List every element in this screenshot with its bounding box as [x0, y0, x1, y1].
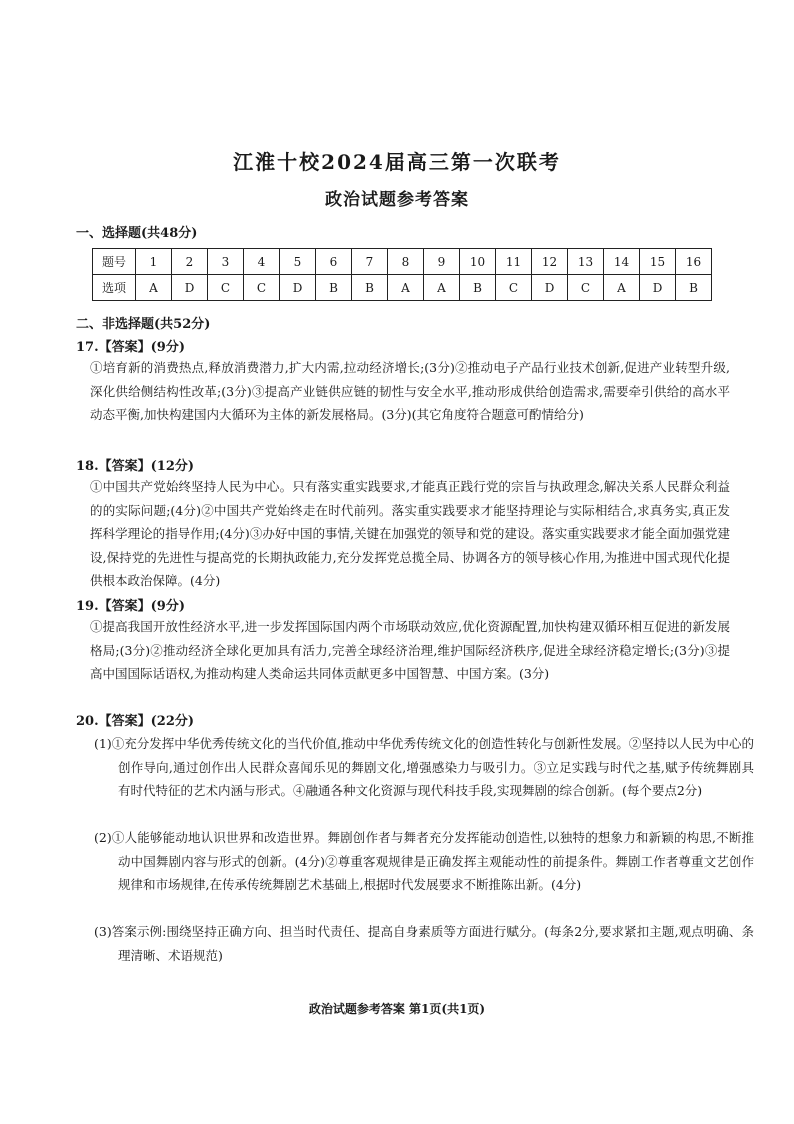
answer-choice: D [280, 275, 316, 301]
question-number: 8 [388, 249, 424, 275]
question-number: 13 [568, 249, 604, 275]
q17-label: 17.【答案】(9分) [76, 340, 185, 355]
question-number: 16 [676, 249, 712, 275]
question-number: 12 [532, 249, 568, 275]
answer-choice: D [172, 275, 208, 301]
answer-choice: C [208, 275, 244, 301]
answer-choice: A [136, 275, 172, 301]
page-footer: 政治试题参考答案 第1页(共1页) [308, 1002, 486, 1016]
row-label-choice: 选项 [93, 275, 136, 301]
answer-choice: B [676, 275, 712, 301]
answer-choice: D [640, 275, 676, 301]
answer-table [92, 248, 712, 301]
question-number: 1 [136, 249, 172, 275]
q18-answer: ①中国共产党始终坚持人民为中心。只有落实重实践要求,才能真正践行党的宗旨与执政理念,解决关系人民群众利益的的实际问题;(4分)②中国共产党始终走在时代前列。落实重实践要求才能坚持理论与实际相结合,求真务实,真正发挥科学理论的指导作用;(4分)③办好中国的事情,关键在加强党的领导和党的建设。落实重实践要求才能全面加强党建设,保持党的先进性与提高党的长期执政能力,充分发挥党总揽全局、协调各方的领导核心作用,为推进中国式现代化提供根本政治保障。(4分) [90, 479, 730, 588]
question-number: 15 [640, 249, 676, 275]
section-heading-nonchoice: 二、非选择题(共52分) [76, 317, 211, 332]
answer-choice: B [352, 275, 388, 301]
q20-part2: (2)①人能够能动地认识世界和改造世界。舞剧创作者与舞者充分发挥能动创造性,以独特的想象力和新颖的构思,不断推动中国舞剧内容与形式的创新。(4分)②尊重客观规律是正确发挥主观能动性的前提条件。舞剧工作者尊重文艺创作规律和市场规律,在传承传统舞剧艺术基础上,根据时代发展要求不断推陈出新。(4分) [94, 830, 754, 892]
answer-choice: C [496, 275, 532, 301]
question-number: 6 [316, 249, 352, 275]
answer-choice: C [244, 275, 280, 301]
table-row-numbers [93, 249, 712, 275]
q20-part1: (1)①充分发挥中华优秀传统文化的当代价值,推动中华优秀传统文化的创造性转化与创新性发展。②坚持以人民为中心的创作导向,通过创作出人民群众喜闻乐见的舞剧文化,增强感染力与吸引力。③立足实践与时代之基,赋予传统舞剧具有时代特征的艺术内涵与形式。④融通各种文化资源与现代科技手段,实现舞剧的综合创新。(每个要点2分) [94, 736, 754, 798]
question-number: 7 [352, 249, 388, 275]
answer-choice: D [532, 275, 568, 301]
q17-answer: ①培育新的消费热点,释放消费潜力,扩大内需,拉动经济增长;(3分)②推动电子产品行业技术创新,促进产业转型升级,深化供给侧结构性改革;(3分)③提高产业链供应链的韧性与安全水平,推动形成供给创造需求,需要牵引供给的高水平动态平衡,加快构建国内大循环为主体的新发展格局。(3分)(其它角度符合题意可酌情给分) [90, 360, 730, 422]
question-number: 9 [424, 249, 460, 275]
page-title: 江淮十校2024届高三第一次联考 [233, 150, 561, 174]
row-label-number: 题号 [93, 249, 136, 275]
q19-label: 19.【答案】(9分) [76, 599, 185, 614]
q18-label: 18.【答案】(12分) [76, 459, 195, 474]
question-number: 5 [280, 249, 316, 275]
answer-choice: A [388, 275, 424, 301]
answer-choice: C [568, 275, 604, 301]
question-number: 3 [208, 249, 244, 275]
q20-label: 20.【答案】(22分) [76, 714, 195, 729]
question-number: 10 [460, 249, 496, 275]
answer-choice: A [604, 275, 640, 301]
answer-choice: B [460, 275, 496, 301]
question-number: 11 [496, 249, 532, 275]
q19-answer: ①提高我国开放性经济水平,进一步发挥国际国内两个市场联动效应,优化资源配置,加快构建双循环相互促进的新发展格局;(3分)②推动经济全球化更加具有活力,完善全球经济治理,维护国际经济秩序,促进全球经济稳定增长;(3分)③提高中国国际话语权,为推动构建人类命运共同体贡献更多中国智慧、中国方案。(3分) [90, 619, 730, 681]
question-number: 2 [172, 249, 208, 275]
section-heading-choice: 一、选择题(共48分) [76, 226, 198, 241]
question-number: 14 [604, 249, 640, 275]
answer-choice: A [424, 275, 460, 301]
page-subtitle: 政治试题参考答案 [325, 190, 469, 210]
table-row-choices [93, 275, 712, 301]
answer-choice: B [316, 275, 352, 301]
q20-part3: (3)答案示例:围绕坚持正确方向、担当时代责任、提高自身素质等方面进行赋分。(每条2分,要求紧扣主题,观点明确、条理清晰、术语规范) [94, 924, 754, 963]
question-number: 4 [244, 249, 280, 275]
